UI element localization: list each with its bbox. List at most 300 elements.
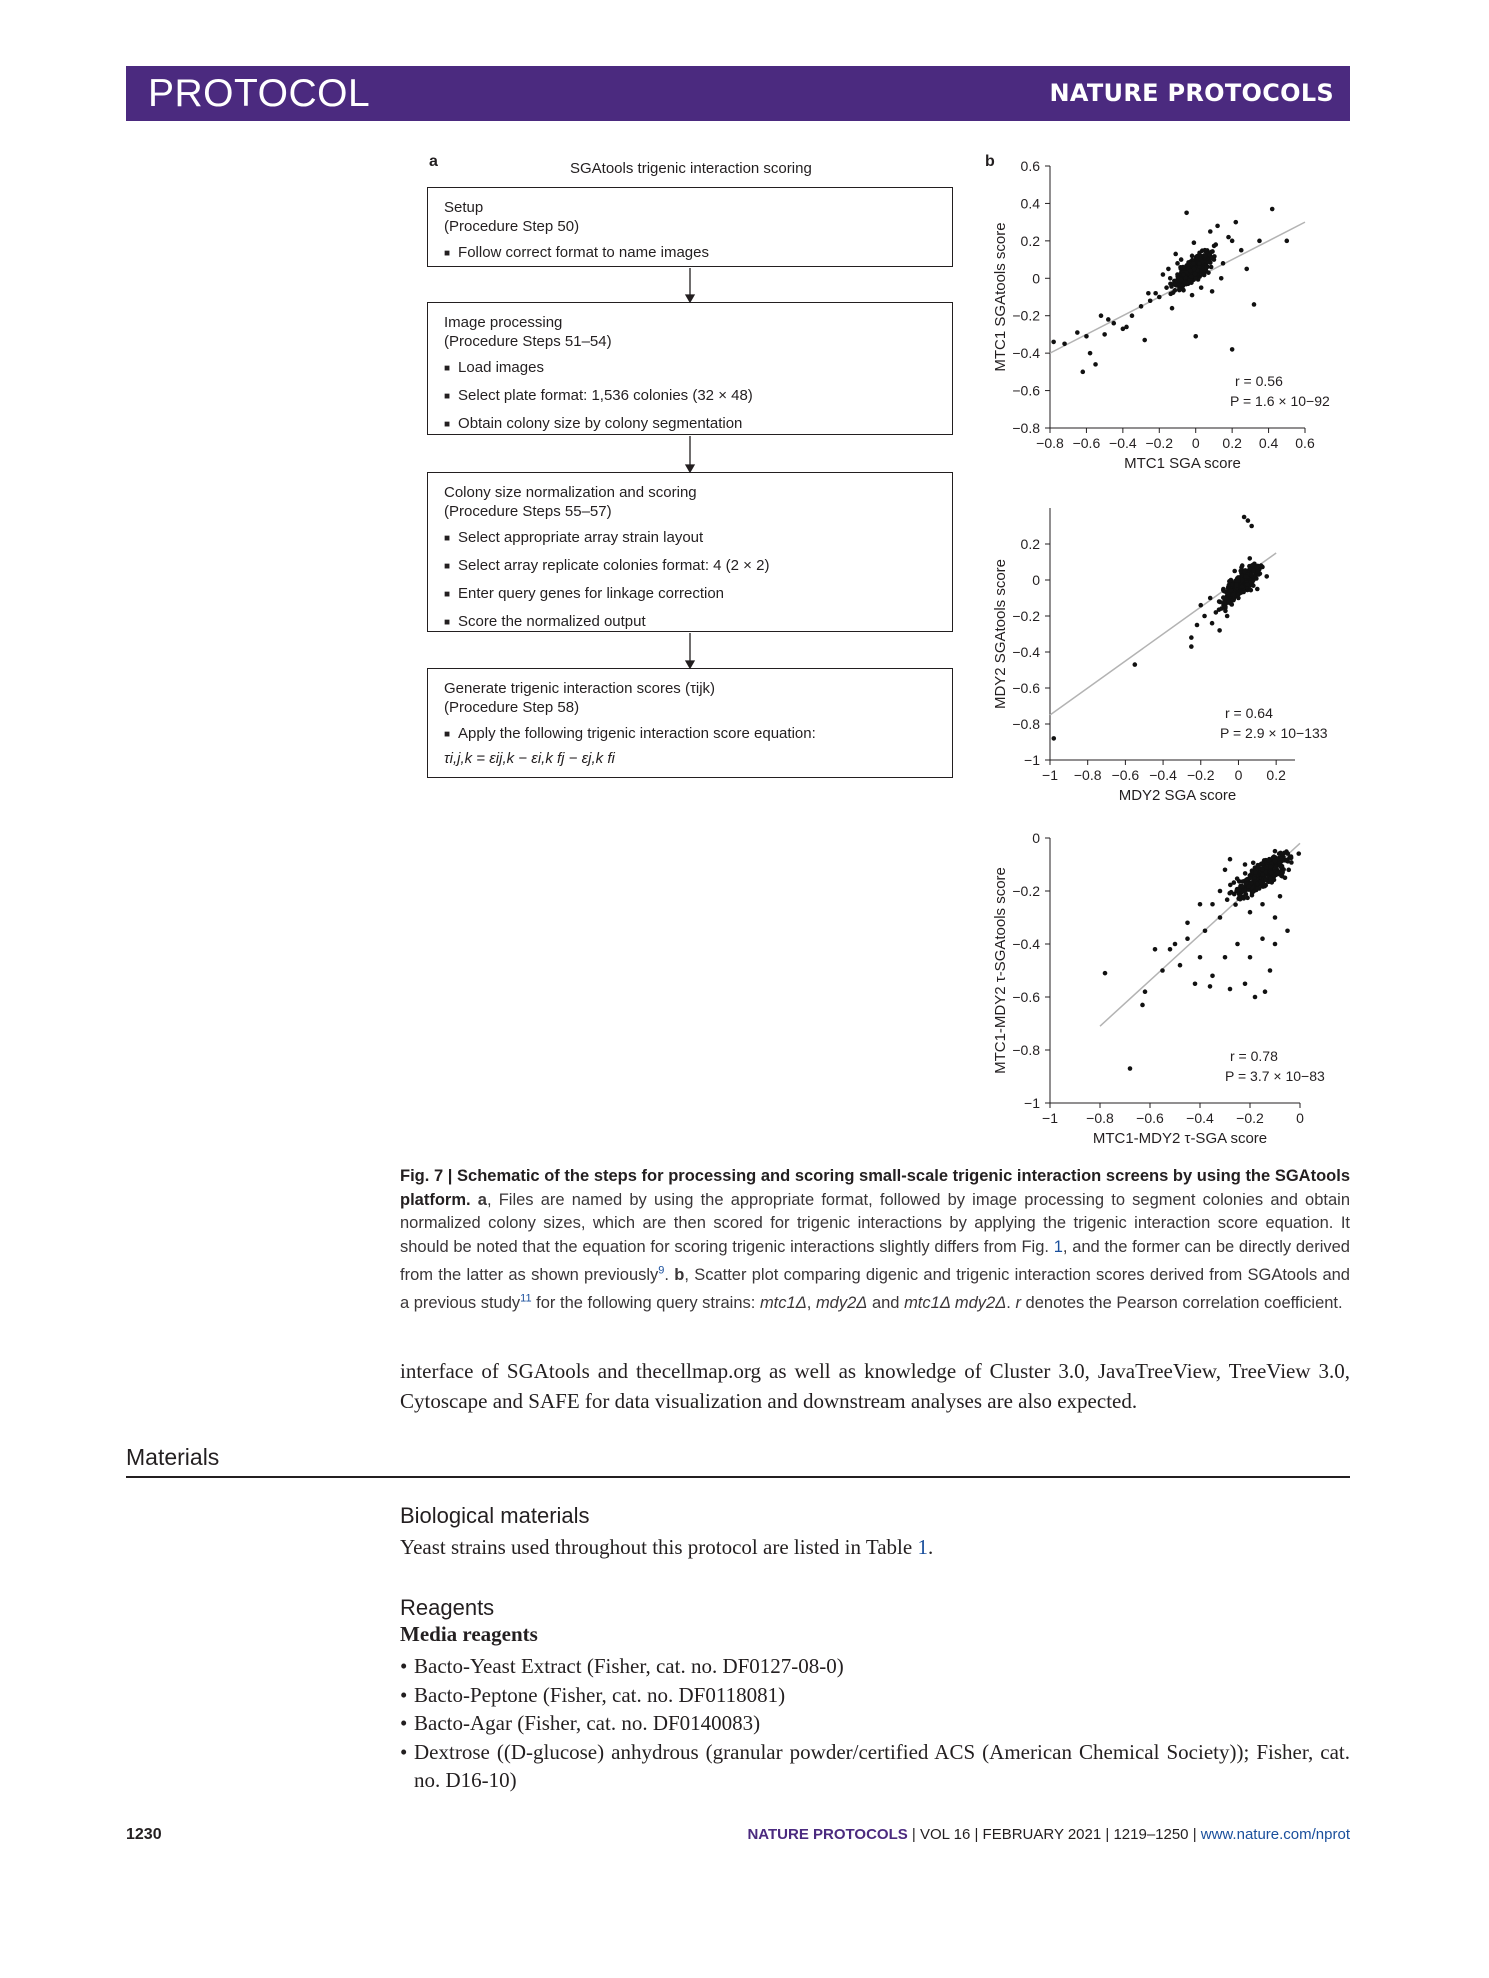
data-point <box>1269 870 1274 875</box>
data-point <box>1229 578 1234 583</box>
data-point <box>1242 569 1247 574</box>
x-axis-label: MTC1-MDY2 τ-SGA score <box>1092 1130 1268 1147</box>
data-point <box>1185 921 1190 926</box>
data-point <box>1227 891 1232 896</box>
flow-box-heading: Generate trigenic interaction scores (τijk) <box>444 680 716 697</box>
x-tick-label: 0.6 <box>1295 435 1315 451</box>
table-1-link[interactable]: 1 <box>917 1535 928 1559</box>
data-point <box>1263 883 1268 888</box>
y-tick-label: −0.8 <box>1012 420 1040 436</box>
data-point <box>1142 338 1147 343</box>
data-point <box>1208 984 1213 989</box>
data-point <box>1296 851 1301 856</box>
caption-text: denotes the Pearson correlation coefficient. <box>1020 1293 1343 1312</box>
x-tick-label: −0.6 <box>1136 1110 1164 1126</box>
data-point <box>1247 884 1252 889</box>
fig1-ref-link[interactable]: 1 <box>1053 1237 1063 1256</box>
data-point <box>1218 915 1223 920</box>
caption-text: , Scatter plot comparing digenic and trigenic interaction scores derived from SGAtools and a previous study <box>400 1265 1350 1312</box>
y-tick-label: −0.2 <box>1012 307 1040 324</box>
x-tick-label: −0.2 <box>1236 1110 1264 1126</box>
data-point <box>1234 583 1239 588</box>
data-point <box>1218 889 1223 894</box>
correlation-label: r = 0.56 <box>1235 373 1283 389</box>
data-point <box>1254 576 1259 581</box>
data-point <box>1258 880 1263 885</box>
flow-bullet: ■ Obtain colony size by colony segmentation <box>444 414 936 435</box>
data-point <box>1263 989 1268 994</box>
data-point <box>1236 575 1241 580</box>
y-axis-label: MTC1-MDY2 τ-SGAtools score <box>992 867 1009 1074</box>
body-text: Yeast strains used throughout this protocol are listed in Table <box>400 1535 918 1559</box>
y-tick-label: −0.4 <box>1012 936 1040 952</box>
page-number: 1230 <box>126 1826 162 1843</box>
caption-text: . <box>1006 1293 1016 1312</box>
caption-text: , and the former can be directly derived from the latter as shown previously <box>400 1237 1350 1284</box>
data-point <box>1232 569 1237 574</box>
data-point <box>1278 894 1283 899</box>
y-tick-label: 0.2 <box>1020 536 1040 552</box>
y-tick-label: −0.6 <box>1012 989 1040 1005</box>
data-point <box>1235 876 1240 881</box>
data-point <box>1143 989 1148 994</box>
data-point <box>1189 635 1194 640</box>
data-point <box>1219 276 1224 281</box>
data-point <box>1198 902 1203 907</box>
flow-arrowhead <box>686 465 694 472</box>
data-point <box>1228 987 1233 992</box>
data-point <box>1133 662 1138 667</box>
data-point <box>1246 518 1251 523</box>
data-point <box>1203 928 1208 933</box>
data-point <box>1130 313 1135 318</box>
data-point <box>1106 317 1111 322</box>
data-point <box>1203 254 1208 259</box>
x-tick-label: −0.4 <box>1186 1110 1214 1126</box>
data-point <box>1257 239 1262 244</box>
data-point <box>1217 628 1222 633</box>
correlation-label: r = 0.64 <box>1225 705 1273 721</box>
data-point <box>1260 872 1265 877</box>
flow-bullet: ■ Apply the following trigenic interaction score equation: <box>444 724 936 745</box>
data-point <box>1289 860 1294 865</box>
flow-box-heading: Colony size normalization and scoring <box>444 484 697 501</box>
caption-title: Schematic of the steps for processing and scoring small-scale trigenic interaction screens by using the SGAtools platform. <box>400 1167 1350 1209</box>
caption-text: and <box>867 1293 905 1312</box>
data-point <box>1245 582 1250 587</box>
data-point <box>1217 599 1222 604</box>
data-point <box>1182 280 1187 285</box>
data-point <box>1240 584 1245 589</box>
data-point <box>1280 852 1285 857</box>
data-point <box>1179 257 1184 262</box>
data-point <box>1249 573 1254 578</box>
x-tick-label: −0.4 <box>1149 767 1177 783</box>
figure-caption <box>400 1165 1350 1315</box>
data-point <box>1243 862 1248 867</box>
data-point <box>1093 362 1098 367</box>
data-point <box>1178 963 1183 968</box>
data-point <box>1219 606 1224 611</box>
x-tick-label: 0.4 <box>1258 435 1279 451</box>
flow-arrowhead <box>686 295 694 302</box>
data-point <box>1244 574 1249 579</box>
data-point <box>1214 610 1219 615</box>
data-point <box>1210 621 1215 626</box>
data-point <box>1223 609 1228 614</box>
data-point <box>1243 981 1248 986</box>
data-point <box>1286 868 1291 873</box>
data-point <box>1225 614 1230 619</box>
data-point <box>1210 289 1215 294</box>
data-point <box>1260 867 1265 872</box>
scatter-mtc1-mdy2 <box>975 820 1335 1150</box>
data-point <box>1264 574 1269 579</box>
list-item: • Bacto-Yeast Extract (Fisher, cat. no. DF0127-08-0) <box>400 1652 1350 1681</box>
data-point <box>1248 876 1253 881</box>
data-point <box>1164 285 1169 290</box>
data-point <box>1088 351 1093 356</box>
data-point <box>1259 563 1264 568</box>
data-point <box>1198 603 1203 608</box>
footer-url-link[interactable]: www.nature.com/nprot <box>1200 1826 1350 1843</box>
data-point <box>1111 321 1116 326</box>
data-point <box>1191 261 1196 266</box>
data-point <box>1227 599 1232 604</box>
data-point <box>1192 240 1197 245</box>
data-point <box>1213 242 1218 247</box>
data-point <box>1208 596 1213 601</box>
data-point <box>1075 330 1080 335</box>
x-tick-label: −0.2 <box>1145 435 1174 451</box>
x-tick-label: −0.8 <box>1086 1110 1114 1126</box>
data-point <box>1248 955 1253 960</box>
data-point <box>1184 210 1189 215</box>
y-tick-label: −0.8 <box>1012 716 1040 732</box>
x-tick-label: −0.6 <box>1072 435 1101 451</box>
y-tick-label: −0.6 <box>1012 382 1040 399</box>
data-point <box>1212 257 1217 262</box>
data-point <box>1230 239 1235 244</box>
body-paragraph: interface of SGAtools and thecellmap.org as well as knowledge of Cluster 3.0, JavaTreeView, TreeView 3.0, Cytoscape and SAFE for data visualization and downstream analyses are also expected. <box>400 1359 1350 1413</box>
data-point <box>1248 910 1253 915</box>
x-tick-label: 0.2 <box>1266 767 1286 783</box>
data-point <box>1193 276 1198 281</box>
x-tick-label: −0.2 <box>1186 767 1215 783</box>
data-point <box>1103 971 1108 976</box>
section-title-materials: Materials <box>126 1444 220 1470</box>
data-point <box>1270 207 1275 212</box>
data-point <box>1173 252 1178 257</box>
y-tick-label: −0.4 <box>1012 644 1040 660</box>
flow-box-subheading: (Procedure Step 58) <box>444 699 580 716</box>
data-point <box>1102 332 1107 337</box>
x-axis-label: MDY2 SGA score <box>1118 787 1237 804</box>
data-point <box>1233 902 1238 907</box>
data-point <box>1225 897 1230 902</box>
data-point <box>1209 265 1214 270</box>
y-axis-label: MTC1 SGAtools score <box>992 222 1009 372</box>
y-tick-label: −0.6 <box>1012 680 1040 696</box>
caption-text: . <box>664 1265 675 1284</box>
x-tick-label: 0.2 <box>1222 435 1242 451</box>
flow-bullet: ■ Score the normalized output <box>444 612 936 633</box>
data-point <box>1215 224 1220 229</box>
data-point <box>1231 592 1236 597</box>
data-point <box>1203 248 1208 253</box>
data-point <box>1204 265 1209 270</box>
data-point <box>1222 596 1227 601</box>
data-point <box>1185 936 1190 941</box>
data-point <box>1084 334 1089 339</box>
data-point <box>1168 276 1173 281</box>
y-tick-label: −0.8 <box>1012 1042 1040 1058</box>
data-point <box>1124 325 1129 330</box>
data-point <box>1153 947 1158 952</box>
data-point <box>1240 563 1245 568</box>
data-point <box>1193 272 1198 277</box>
ref-9-link[interactable]: 9 <box>658 1264 665 1276</box>
data-point <box>1181 265 1186 270</box>
panel-a-label: a <box>429 153 438 170</box>
data-point <box>1228 857 1233 862</box>
data-point <box>1080 370 1085 375</box>
data-point <box>1051 340 1056 345</box>
data-point <box>1175 272 1180 277</box>
caption-text: , Files are named by using the appropriate format, followed by image processing to segment colonies and obtain normalized colony sizes, which are then scored for trigenic interactions by applying the trigenic interaction score equation. It should be noted that the equation for scoring trigenic interactions slightly differs from Fig. <box>400 1190 1351 1256</box>
data-point <box>1157 295 1162 300</box>
data-point <box>1140 1003 1145 1008</box>
media-reagents-heading: Media reagents <box>400 1622 538 1646</box>
caption-label: Fig. 7 | <box>400 1167 453 1185</box>
data-point <box>1236 592 1241 597</box>
data-point <box>1237 894 1242 899</box>
x-tick-label: −1 <box>1042 767 1058 783</box>
data-point <box>1253 995 1258 1000</box>
biological-materials-text <box>400 1535 933 1560</box>
data-point <box>1239 248 1244 253</box>
data-point <box>1223 868 1228 873</box>
data-point <box>1230 347 1235 352</box>
data-point <box>1201 272 1206 277</box>
p-value-label: P = 2.9 × 10−133 <box>1220 725 1328 741</box>
data-point <box>1243 871 1248 876</box>
y-tick-label: −1 <box>1024 752 1040 768</box>
data-point <box>1202 614 1207 619</box>
data-point <box>1189 644 1194 649</box>
data-point <box>1166 267 1171 272</box>
data-point <box>1206 270 1211 275</box>
list-item: • Bacto-Agar (Fisher, cat. no. DF0140083) <box>400 1709 1350 1738</box>
y-tick-label: −0.2 <box>1012 608 1040 624</box>
data-point <box>1260 902 1265 907</box>
flow-bullet: ■ Load images <box>444 358 936 379</box>
data-point <box>1289 856 1294 861</box>
data-point <box>1175 261 1180 266</box>
footer-details: | VOL 16 | FEBRUARY 2021 | 1219–1250 | <box>907 1826 1201 1843</box>
data-point <box>1268 876 1273 881</box>
data-point <box>1284 858 1289 863</box>
y-axis-label: MDY2 SGAtools score <box>992 558 1009 710</box>
panel-b-label: b <box>985 153 995 170</box>
data-point <box>1273 859 1278 864</box>
data-point <box>1099 313 1104 318</box>
data-point <box>1160 968 1165 973</box>
data-point <box>1284 239 1289 244</box>
data-point <box>1240 884 1245 889</box>
caption-part-a: a <box>477 1190 487 1209</box>
section-label: PROTOCOL <box>148 72 371 115</box>
data-point <box>1148 298 1153 303</box>
data-point <box>1285 928 1290 933</box>
data-point <box>1268 864 1273 869</box>
y-tick-label: −0.2 <box>1012 883 1040 899</box>
x-axis-label: MTC1 SGA score <box>1124 455 1241 472</box>
y-tick-label: 0.6 <box>1020 158 1040 174</box>
flow-box-subheading: (Procedure Steps 51–54) <box>444 333 612 350</box>
data-point <box>1273 865 1278 870</box>
data-point <box>1173 942 1178 947</box>
biological-materials-heading: Biological materials <box>400 1503 590 1528</box>
data-point <box>1153 291 1158 296</box>
data-point <box>1250 563 1255 568</box>
data-point <box>1251 889 1256 894</box>
list-item: • Dextrose ((D-glucose) anhydrous (granular powder/certified ACS (American Chemical Society)); Fisher, cat. no. D16-10) <box>400 1738 1350 1795</box>
data-point <box>1244 267 1249 272</box>
data-point <box>1221 261 1226 266</box>
x-tick-label: 0 <box>1296 1110 1304 1126</box>
data-point <box>1208 229 1213 234</box>
trigenic-equation: τi,j,k = εij,k − εi,k fj − εj,k fi <box>444 750 615 767</box>
reagents-heading: Reagents <box>400 1595 495 1620</box>
flow-bullet: ■ Select array replicate colonies format: 4 (2 × 2) <box>444 556 936 577</box>
data-point <box>1251 569 1256 574</box>
x-tick-label: −0.8 <box>1036 435 1064 451</box>
journal-name: NATURE PROTOCOLS <box>1049 79 1334 107</box>
data-point <box>1161 272 1166 277</box>
data-point <box>1249 588 1254 593</box>
data-point <box>1181 272 1186 277</box>
data-point <box>1247 556 1252 561</box>
data-point <box>1228 883 1233 888</box>
y-tick-label: −0.4 <box>1012 345 1040 362</box>
scatter-mtc1 <box>975 150 1335 485</box>
flow-bullet: ■ Follow correct format to name images <box>444 243 936 264</box>
data-point <box>1195 623 1200 628</box>
y-tick-label: −1 <box>1024 1095 1040 1111</box>
flow-box-heading: Image processing <box>444 314 563 331</box>
data-point <box>1198 955 1203 960</box>
data-point <box>1260 861 1265 866</box>
flow-arrowhead <box>686 661 694 668</box>
data-point <box>1146 291 1151 296</box>
data-point <box>1283 875 1288 880</box>
data-point <box>1193 981 1198 986</box>
data-point <box>1168 947 1173 952</box>
flow-bullet: ■ Enter query genes for linkage correction <box>444 584 936 605</box>
data-point <box>1273 942 1278 947</box>
data-point <box>1210 974 1215 979</box>
data-point <box>1264 865 1269 870</box>
caption-part-b: b <box>674 1265 685 1284</box>
data-point <box>1260 936 1265 941</box>
data-point <box>1279 865 1284 870</box>
y-tick-label: 0.4 <box>1020 195 1040 212</box>
data-point <box>1251 861 1256 866</box>
y-tick-label: 0 <box>1032 270 1040 287</box>
caption-r: r <box>1015 1293 1021 1312</box>
data-point <box>1273 849 1278 854</box>
x-tick-label: −0.4 <box>1109 435 1137 451</box>
data-point <box>1177 287 1182 292</box>
data-point <box>1170 306 1175 311</box>
ref-11-link[interactable]: 11 <box>520 1292 532 1304</box>
p-value-label: P = 3.7 × 10−83 <box>1225 1068 1325 1084</box>
data-point <box>1189 274 1194 279</box>
data-point <box>1190 254 1195 259</box>
data-point <box>1249 524 1254 529</box>
data-point <box>1286 851 1291 856</box>
x-tick-label: 0 <box>1191 435 1200 451</box>
data-point <box>1253 870 1258 875</box>
correlation-label: r = 0.78 <box>1230 1048 1278 1064</box>
data-point <box>1273 915 1278 920</box>
data-point <box>1195 255 1200 260</box>
data-point <box>1210 902 1215 907</box>
data-point <box>1233 220 1238 225</box>
section-divider <box>126 1476 1350 1478</box>
data-point <box>1255 587 1260 592</box>
flow-box-subheading: (Procedure Steps 55–57) <box>444 503 612 520</box>
data-point <box>1172 282 1177 287</box>
data-point <box>1171 290 1176 295</box>
scatter-mdy2 <box>975 490 1335 810</box>
data-point <box>1235 942 1240 947</box>
data-point <box>1235 889 1240 894</box>
data-point <box>1226 235 1231 240</box>
reagent-list <box>400 1652 1350 1795</box>
flow-box-heading: Setup <box>444 199 484 216</box>
x-tick-label: 0 <box>1234 767 1243 783</box>
data-point <box>1252 302 1257 307</box>
list-item: • Bacto-Peptone (Fisher, cat. no. DF0118081) <box>400 1681 1350 1710</box>
x-tick-label: −1 <box>1042 1110 1058 1126</box>
y-tick-label: 0.2 <box>1020 232 1040 249</box>
data-point <box>1190 293 1195 298</box>
data-point <box>1197 261 1202 266</box>
data-point <box>1062 341 1067 346</box>
data-point <box>1051 736 1056 741</box>
flowchart-title: SGAtools trigenic interaction scoring <box>570 160 812 177</box>
x-tick-label: −0.6 <box>1111 767 1140 783</box>
data-point <box>1139 304 1144 309</box>
data-point <box>1193 334 1198 339</box>
data-point <box>1268 968 1273 973</box>
footer-journal: NATURE PROTOCOLS <box>747 1826 908 1843</box>
caption-text: , <box>806 1293 816 1312</box>
strain-name: mtc1Δ mdy2Δ <box>904 1293 1007 1312</box>
data-point <box>1128 1066 1133 1071</box>
data-point <box>1223 955 1228 960</box>
flow-box-subheading: (Procedure Step 50) <box>444 218 580 235</box>
y-tick-label: 0 <box>1032 830 1040 846</box>
y-tick-label: 0 <box>1032 572 1040 588</box>
footer-citation <box>747 1826 1350 1843</box>
strain-name: mtc1Δ <box>759 1293 807 1312</box>
data-point <box>1199 285 1204 290</box>
caption-text: for the following query strains: <box>531 1293 760 1312</box>
body-text: . <box>927 1535 934 1559</box>
